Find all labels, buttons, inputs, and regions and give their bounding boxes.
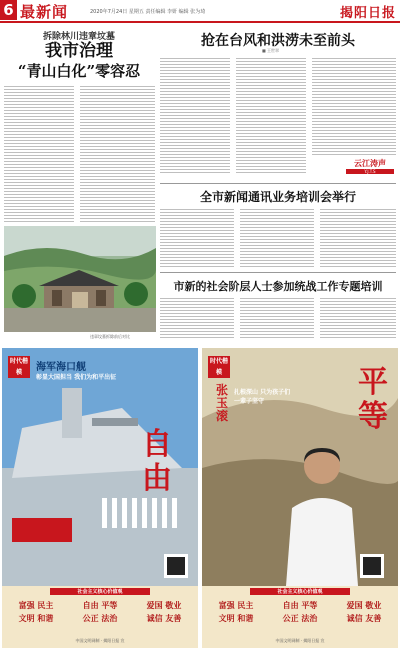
poster-right-slogan-1a: 富强 民主	[218, 600, 254, 610]
poster-left-slogan-2a: 自由 平等	[82, 600, 118, 610]
poster-left	[2, 348, 198, 586]
poster-right-slogan-3b: 诚信 友善	[346, 613, 382, 623]
poster-left-slogan-1a: 富强 民主	[18, 600, 54, 610]
issue-meta: 2020年7月24日 星期五 责任编辑 李妍 编辑 张为琦	[90, 9, 206, 15]
top-story-body-col2	[236, 56, 306, 174]
poster-right-big-word: 平等	[358, 365, 388, 434]
lower-story-body-col3	[320, 296, 396, 340]
divider	[160, 272, 396, 273]
left-story-body-col2	[80, 84, 155, 222]
poster-right-slogan-panel	[202, 586, 398, 648]
column-badge	[346, 158, 394, 176]
poster-right-slogan-2a: 自由 平等	[282, 600, 318, 610]
poster-right-slogan-3a: 爱国 敬业	[346, 600, 382, 610]
left-photo-caption: 违章坟墓拆除前后对比	[90, 334, 130, 339]
left-story-title-2: “青山白化”零容忍	[17, 62, 141, 80]
poster-right-band: 社会主义核心价值观	[250, 588, 350, 595]
column-badge-subtitle: Y.J.T.S	[346, 169, 394, 174]
poster-left-slogan-3b: 诚信 友善	[146, 613, 182, 623]
poster-left-big-word: 自由	[142, 427, 172, 496]
lower-story-body-col1	[160, 296, 234, 340]
column-badge-title: 云江涛声	[354, 159, 386, 168]
mid-story-body-col1	[160, 207, 234, 267]
left-story-photo	[4, 226, 156, 332]
pavilion-photo-graphic	[4, 226, 156, 332]
poster-left-slogan-panel	[2, 586, 198, 648]
poster-right-line: 扎根深山 只为孩子们 一辈子坚守	[234, 389, 291, 405]
top-story-byline: ■ 王世翠	[262, 48, 280, 53]
poster-right-name: 张玉滚	[216, 383, 229, 423]
mid-story-title: 全市新闻通讯业务培训会举行	[199, 190, 356, 204]
newspaper-logo: 揭阳日报	[339, 6, 396, 21]
lower-story-body-col2	[240, 296, 314, 340]
poster-right	[202, 348, 398, 586]
mid-story-body-col2	[240, 207, 314, 267]
header-rule	[0, 21, 400, 23]
poster-right-slogan-2b: 公正 法治	[282, 613, 318, 623]
poster-left-slogan-1b: 文明 和谐	[18, 613, 54, 623]
top-story-title: 抢在台风和洪涝未至前头	[201, 33, 355, 49]
page-header	[0, 0, 400, 22]
top-story-body-col1	[160, 56, 230, 174]
left-story-body-col1	[4, 84, 74, 222]
poster-right-tag: 时代楷模	[209, 358, 228, 376]
left-story-title-1: 我市治理	[45, 41, 113, 61]
mid-story-body-col3	[320, 207, 396, 267]
poster-left-line2: 彰显大国担当 我们为和平出征	[36, 374, 117, 381]
section-title: 最新闻	[20, 3, 69, 21]
poster-left-tag: 时代楷模	[9, 358, 28, 376]
poster-left-slogan-2b: 公正 法治	[82, 613, 118, 623]
poster-left-footer: 中国文明网制 · 揭阳日报 宣	[75, 638, 125, 643]
page-number: 6	[0, 0, 17, 20]
lower-story-title: 市新的社会阶层人士参加统战工作专题培训	[173, 280, 383, 293]
left-story-kicker: 拆除林川违章坟墓	[42, 32, 115, 42]
divider	[160, 183, 396, 184]
poster-left-line1: 海军海口舰	[36, 362, 86, 373]
top-story-body-col3	[312, 56, 396, 156]
poster-right-slogan-1b: 文明 和谐	[218, 613, 254, 623]
poster-left-band: 社会主义核心价值观	[50, 588, 150, 595]
poster-right-footer: 中国文明网制 · 揭阳日报 宣	[275, 638, 325, 643]
poster-left-slogan-3a: 爱国 敬业	[146, 600, 182, 610]
